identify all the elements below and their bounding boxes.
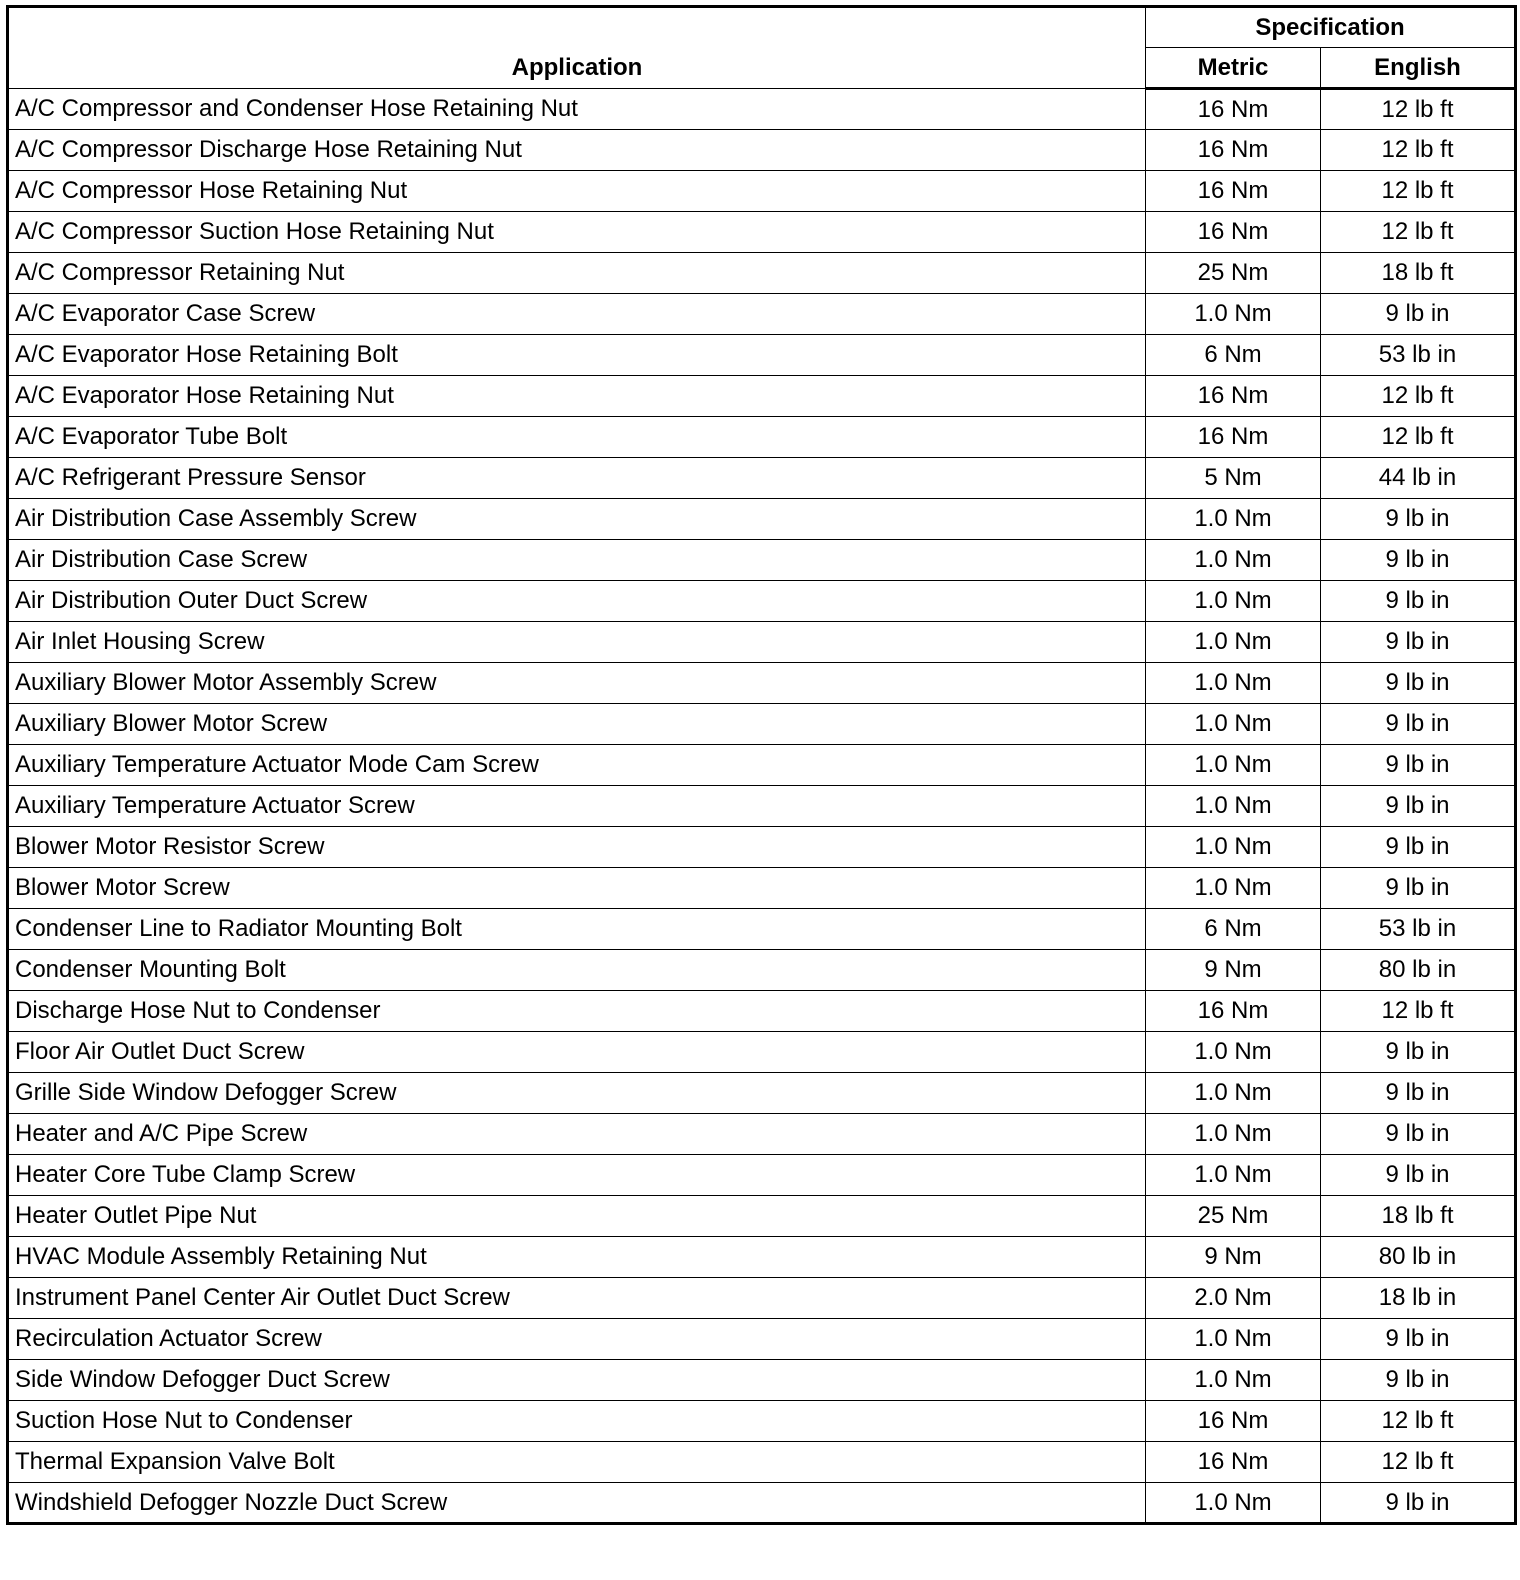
english-cell: 18 lb ft xyxy=(1321,1196,1516,1237)
table-row xyxy=(8,991,1516,1032)
english-cell: 12 lb ft xyxy=(1321,991,1516,1032)
application-cell: Thermal Expansion Valve Bolt xyxy=(8,1442,1146,1483)
metric-cell: 1.0 Nm xyxy=(1146,1319,1321,1360)
table-row xyxy=(8,1237,1516,1278)
table-row xyxy=(8,868,1516,909)
table-row xyxy=(8,909,1516,950)
metric-cell: 1.0 Nm xyxy=(1146,1032,1321,1073)
application-cell: Recirculation Actuator Screw xyxy=(8,1319,1146,1360)
application-cell: Side Window Defogger Duct Screw xyxy=(8,1360,1146,1401)
application-cell: Heater Outlet Pipe Nut xyxy=(8,1196,1146,1237)
table-row xyxy=(8,130,1516,171)
specification-column-header: Specification xyxy=(1146,7,1516,48)
english-cell: 12 lb ft xyxy=(1321,376,1516,417)
application-cell: Floor Air Outlet Duct Screw xyxy=(8,1032,1146,1073)
metric-cell: 16 Nm xyxy=(1146,991,1321,1032)
english-column-header: English xyxy=(1321,48,1516,89)
table-row xyxy=(8,1442,1516,1483)
metric-cell: 16 Nm xyxy=(1146,1401,1321,1442)
english-cell: 12 lb ft xyxy=(1321,1401,1516,1442)
english-cell: 9 lb in xyxy=(1321,1155,1516,1196)
metric-cell: 16 Nm xyxy=(1146,212,1321,253)
metric-cell: 16 Nm xyxy=(1146,376,1321,417)
application-cell: A/C Compressor Hose Retaining Nut xyxy=(8,171,1146,212)
metric-cell: 1.0 Nm xyxy=(1146,1073,1321,1114)
table-row xyxy=(8,1401,1516,1442)
application-cell: A/C Refrigerant Pressure Sensor xyxy=(8,458,1146,499)
table-row xyxy=(8,499,1516,540)
table-row xyxy=(8,745,1516,786)
application-cell: Auxiliary Temperature Actuator Screw xyxy=(8,786,1146,827)
table-row xyxy=(8,89,1516,130)
english-cell: 12 lb ft xyxy=(1321,130,1516,171)
english-cell: 12 lb ft xyxy=(1321,212,1516,253)
metric-cell: 1.0 Nm xyxy=(1146,1114,1321,1155)
application-cell: Air Distribution Case Screw xyxy=(8,540,1146,581)
application-cell: Grille Side Window Defogger Screw xyxy=(8,1073,1146,1114)
header-row-top xyxy=(8,7,1516,48)
application-cell: Windshield Defogger Nozzle Duct Screw xyxy=(8,1483,1146,1524)
application-cell: Blower Motor Screw xyxy=(8,868,1146,909)
english-cell: 12 lb ft xyxy=(1321,171,1516,212)
table-row xyxy=(8,253,1516,294)
table-row xyxy=(8,704,1516,745)
metric-cell: 6 Nm xyxy=(1146,909,1321,950)
english-cell: 9 lb in xyxy=(1321,1073,1516,1114)
table-row xyxy=(8,1196,1516,1237)
table-row xyxy=(8,294,1516,335)
english-cell: 12 lb ft xyxy=(1321,89,1516,130)
application-cell: Suction Hose Nut to Condenser xyxy=(8,1401,1146,1442)
table-row xyxy=(8,1360,1516,1401)
table-row xyxy=(8,1483,1516,1524)
english-cell: 12 lb ft xyxy=(1321,1442,1516,1483)
metric-cell: 1.0 Nm xyxy=(1146,868,1321,909)
torque-spec-sheet xyxy=(6,5,1514,1525)
table-row xyxy=(8,581,1516,622)
application-cell: A/C Evaporator Hose Retaining Nut xyxy=(8,376,1146,417)
english-cell: 9 lb in xyxy=(1321,745,1516,786)
table-row xyxy=(8,1032,1516,1073)
table-body xyxy=(8,89,1516,1524)
application-cell: Auxiliary Blower Motor Screw xyxy=(8,704,1146,745)
table-row xyxy=(8,663,1516,704)
english-cell: 53 lb in xyxy=(1321,335,1516,376)
english-cell: 80 lb in xyxy=(1321,950,1516,991)
table-row xyxy=(8,171,1516,212)
application-cell: A/C Compressor Retaining Nut xyxy=(8,253,1146,294)
english-cell: 18 lb in xyxy=(1321,1278,1516,1319)
metric-cell: 1.0 Nm xyxy=(1146,827,1321,868)
table-row xyxy=(8,212,1516,253)
metric-cell: 1.0 Nm xyxy=(1146,622,1321,663)
table-row xyxy=(8,827,1516,868)
english-cell: 9 lb in xyxy=(1321,540,1516,581)
english-cell: 9 lb in xyxy=(1321,827,1516,868)
application-cell: Condenser Line to Radiator Mounting Bolt xyxy=(8,909,1146,950)
application-cell: Condenser Mounting Bolt xyxy=(8,950,1146,991)
metric-cell: 1.0 Nm xyxy=(1146,704,1321,745)
english-cell: 9 lb in xyxy=(1321,499,1516,540)
application-cell: Heater and A/C Pipe Screw xyxy=(8,1114,1146,1155)
application-cell: Air Inlet Housing Screw xyxy=(8,622,1146,663)
application-cell: A/C Compressor Suction Hose Retaining Nut xyxy=(8,212,1146,253)
application-cell: Air Distribution Outer Duct Screw xyxy=(8,581,1146,622)
metric-cell: 16 Nm xyxy=(1146,1442,1321,1483)
english-cell: 9 lb in xyxy=(1321,581,1516,622)
application-cell: A/C Compressor Discharge Hose Retaining Nut xyxy=(8,130,1146,171)
english-cell: 9 lb in xyxy=(1321,704,1516,745)
table-row xyxy=(8,335,1516,376)
metric-cell: 16 Nm xyxy=(1146,89,1321,130)
application-cell: A/C Evaporator Case Screw xyxy=(8,294,1146,335)
application-cell: Heater Core Tube Clamp Screw xyxy=(8,1155,1146,1196)
english-cell: 9 lb in xyxy=(1321,868,1516,909)
table-row xyxy=(8,1114,1516,1155)
table-row xyxy=(8,458,1516,499)
table-row xyxy=(8,622,1516,663)
metric-cell: 1.0 Nm xyxy=(1146,499,1321,540)
metric-cell: 1.0 Nm xyxy=(1146,581,1321,622)
application-cell: Auxiliary Blower Motor Assembly Screw xyxy=(8,663,1146,704)
application-cell: Blower Motor Resistor Screw xyxy=(8,827,1146,868)
table-row xyxy=(8,417,1516,458)
table-row xyxy=(8,950,1516,991)
application-cell: A/C Evaporator Tube Bolt xyxy=(8,417,1146,458)
metric-cell: 2.0 Nm xyxy=(1146,1278,1321,1319)
application-cell: A/C Compressor and Condenser Hose Retaining Nut xyxy=(8,89,1146,130)
application-cell: Instrument Panel Center Air Outlet Duct Screw xyxy=(8,1278,1146,1319)
english-cell: 53 lb in xyxy=(1321,909,1516,950)
metric-cell: 25 Nm xyxy=(1146,1196,1321,1237)
english-cell: 9 lb in xyxy=(1321,1483,1516,1524)
english-cell: 9 lb in xyxy=(1321,1319,1516,1360)
table-row xyxy=(8,1155,1516,1196)
metric-column-header: Metric xyxy=(1146,48,1321,89)
table-row xyxy=(8,376,1516,417)
application-cell: Air Distribution Case Assembly Screw xyxy=(8,499,1146,540)
english-cell: 9 lb in xyxy=(1321,663,1516,704)
table-row xyxy=(8,786,1516,827)
metric-cell: 9 Nm xyxy=(1146,1237,1321,1278)
table-row xyxy=(8,1319,1516,1360)
english-cell: 9 lb in xyxy=(1321,622,1516,663)
english-cell: 80 lb in xyxy=(1321,1237,1516,1278)
application-cell: Discharge Hose Nut to Condenser xyxy=(8,991,1146,1032)
metric-cell: 1.0 Nm xyxy=(1146,786,1321,827)
english-cell: 9 lb in xyxy=(1321,1032,1516,1073)
english-cell: 9 lb in xyxy=(1321,1114,1516,1155)
application-cell: A/C Evaporator Hose Retaining Bolt xyxy=(8,335,1146,376)
application-cell: Auxiliary Temperature Actuator Mode Cam Screw xyxy=(8,745,1146,786)
metric-cell: 9 Nm xyxy=(1146,950,1321,991)
english-cell: 12 lb ft xyxy=(1321,417,1516,458)
metric-cell: 16 Nm xyxy=(1146,130,1321,171)
application-column-header: Application xyxy=(8,7,1146,89)
table-row xyxy=(8,1278,1516,1319)
fastener-specifications-table xyxy=(6,5,1517,1525)
metric-cell: 1.0 Nm xyxy=(1146,1360,1321,1401)
table-row xyxy=(8,1073,1516,1114)
english-cell: 44 lb in xyxy=(1321,458,1516,499)
metric-cell: 1.0 Nm xyxy=(1146,294,1321,335)
english-cell: 9 lb in xyxy=(1321,786,1516,827)
english-cell: 9 lb in xyxy=(1321,1360,1516,1401)
metric-cell: 1.0 Nm xyxy=(1146,1483,1321,1524)
table-header xyxy=(8,7,1516,89)
metric-cell: 1.0 Nm xyxy=(1146,540,1321,581)
table-row xyxy=(8,540,1516,581)
metric-cell: 5 Nm xyxy=(1146,458,1321,499)
metric-cell: 1.0 Nm xyxy=(1146,745,1321,786)
metric-cell: 6 Nm xyxy=(1146,335,1321,376)
application-cell: HVAC Module Assembly Retaining Nut xyxy=(8,1237,1146,1278)
metric-cell: 1.0 Nm xyxy=(1146,1155,1321,1196)
english-cell: 18 lb ft xyxy=(1321,253,1516,294)
metric-cell: 16 Nm xyxy=(1146,417,1321,458)
metric-cell: 25 Nm xyxy=(1146,253,1321,294)
english-cell: 9 lb in xyxy=(1321,294,1516,335)
metric-cell: 1.0 Nm xyxy=(1146,663,1321,704)
metric-cell: 16 Nm xyxy=(1146,171,1321,212)
